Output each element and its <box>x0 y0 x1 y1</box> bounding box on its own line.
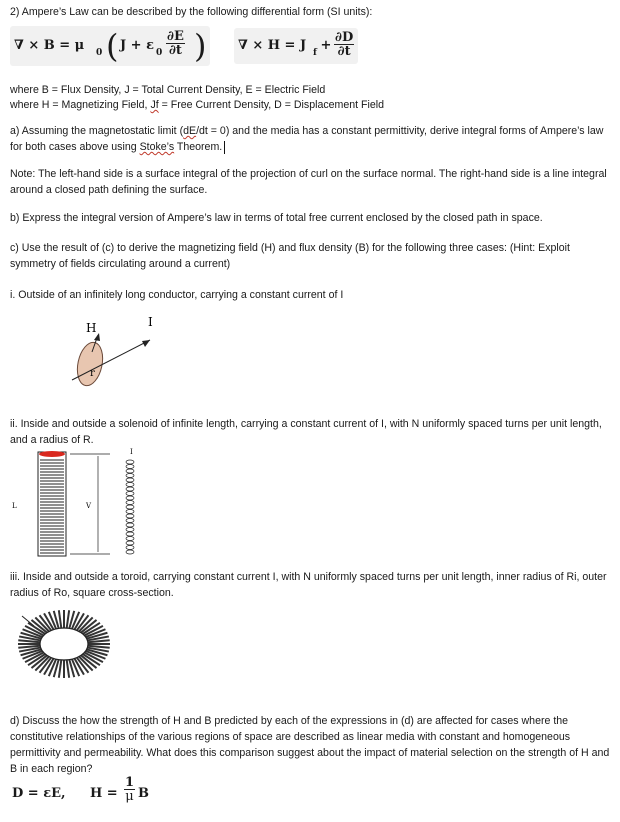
part-a-post: Theorem. <box>174 141 223 153</box>
surface-disk <box>74 340 107 388</box>
eq1-j-term: J + ε <box>120 38 154 53</box>
toroid-hole <box>40 628 88 660</box>
eq1-mu-sub: 0 <box>96 48 103 58</box>
coil-loop <box>126 483 134 487</box>
coil-loop <box>126 523 134 527</box>
toroid-turn <box>59 610 61 628</box>
coil-loop <box>126 510 134 514</box>
eq2-plus: + <box>316 38 336 53</box>
jf-spellcheck-word: Jf <box>150 99 159 111</box>
part-d: d) Discuss the how the strength of H and B predicted by each of the expressions in (d) are affected for cases where the constitutive relationships of the various regions of space are described as linear media with constant and homogeneous permittivity and permeability. What does this comparison suggest about the impact of material selection on the strength of H and B in each region? <box>10 715 610 775</box>
eq2-jf-sub: f <box>313 48 317 58</box>
label-v: V <box>86 502 92 510</box>
eq1-frac-num: ∂E <box>167 29 184 44</box>
coil-loop <box>126 496 134 500</box>
constitutive-relations <box>10 776 170 816</box>
h-equals: H = <box>90 786 123 801</box>
coil-loop <box>126 532 134 536</box>
eq2-fraction <box>334 31 354 58</box>
label-h: H <box>86 321 97 335</box>
note-paragraph: Note: The left-hand side is a surface integral of the projection of curl on the surface normal. The right-hand side is a line integral around a closed path defining the surface. <box>10 168 607 196</box>
coil-loop <box>126 505 134 509</box>
de-spellcheck-word: dE <box>183 125 197 137</box>
b-term: B <box>138 786 149 801</box>
eq1-paren-close: ) <box>194 27 207 65</box>
eq2-lhs: ∇ × H = J <box>238 38 307 53</box>
definitions-line-1: where B = Flux Density, J = Total Current Density, E = Electric Field <box>10 84 326 96</box>
part-c: c) Use the result of (c) to derive the magnetizing field (H) and flux density (B) for the following three cases: (Hint: Exploit symmetry of fields circulating around a current) <box>10 242 570 270</box>
part-b: b) Express the integral version of Ampere’s law in terms of total free current enclosed by the closed path in space. <box>10 212 543 224</box>
toroid-turn <box>67 660 69 678</box>
eq1-paren-open: ( <box>106 27 119 65</box>
label-i: I <box>148 315 153 329</box>
case-ii: ii. Inside and outside a solenoid of infinite length, carrying a constant current of I, with N uniformly spaced turns per unit length, and a radius of R. <box>10 418 602 446</box>
coil-loop <box>126 528 134 532</box>
coil-loop <box>126 478 134 482</box>
label-i-solenoid: I <box>130 448 133 456</box>
label-r: r <box>90 368 95 379</box>
one-over-mu <box>124 776 135 803</box>
text-cursor <box>224 141 225 154</box>
eq1-eps-sub: 0 <box>156 48 163 58</box>
ampere-equation-b <box>10 26 210 66</box>
d-equals-eps-e: D = εE, <box>12 786 66 801</box>
definitions-line-2-post: = Free Current Density, D = Displacement Field <box>158 99 384 111</box>
coil-loop <box>126 492 134 496</box>
coil-loop <box>126 469 134 473</box>
stokes-spellcheck-word: Stoke’s <box>139 141 175 153</box>
coil-loop <box>126 487 134 491</box>
part-a <box>10 123 610 155</box>
coil-loop <box>126 537 134 541</box>
coil-loop <box>126 550 134 554</box>
definitions-line-2-pre: where H = Magnetizing Field, <box>10 99 151 111</box>
toroid-figure <box>14 604 114 680</box>
ampere-equation-h <box>234 28 358 64</box>
conductor-figure <box>60 312 170 394</box>
coil-loop <box>126 519 134 523</box>
part-a-mid: /dt = 0) and the media has a constant permittivity, derive integral forms of Ampere’s law for both cases above using <box>10 125 604 153</box>
coil-loop <box>126 460 134 464</box>
label-l: L <box>12 502 17 510</box>
coil-loop <box>126 541 134 545</box>
question-intro: 2) Ampere’s Law can be described by the following differential form (SI units): <box>10 6 373 18</box>
coil-cross-section <box>126 460 134 554</box>
frac-one: 1 <box>125 775 135 790</box>
definitions-line-2 <box>10 97 384 113</box>
case-iii: iii. Inside and outside a toroid, carrying constant current I, with N uniformly spaced turns per unit length, inner radius of Ri, outer radius of Ro, square cross-section. <box>10 571 607 599</box>
eq2-frac-num: ∂D <box>335 30 354 45</box>
coil-loop <box>126 514 134 518</box>
coil-loop <box>126 546 134 550</box>
toroid-turn <box>67 610 69 628</box>
toroid-turn <box>59 660 61 678</box>
coil-loop <box>126 474 134 478</box>
solenoid-figure <box>12 448 162 560</box>
case-i: i. Outside of an infinitely long conductor, carrying a constant current of I <box>10 289 344 301</box>
eq2-frac-den: ∂t <box>337 44 351 59</box>
eq1-fraction <box>166 30 185 57</box>
coil-loop <box>126 501 134 505</box>
eq1-frac-den: ∂t <box>168 43 182 58</box>
solenoid-body <box>38 452 66 556</box>
part-a-pre: a) Assuming the magnetostatic limit ( <box>10 125 184 137</box>
coil-loop <box>126 465 134 469</box>
frac-mu: μ <box>125 789 134 804</box>
solenoid-top-cap <box>39 451 65 457</box>
eq1-lhs: ∇ × B = μ <box>14 38 85 53</box>
